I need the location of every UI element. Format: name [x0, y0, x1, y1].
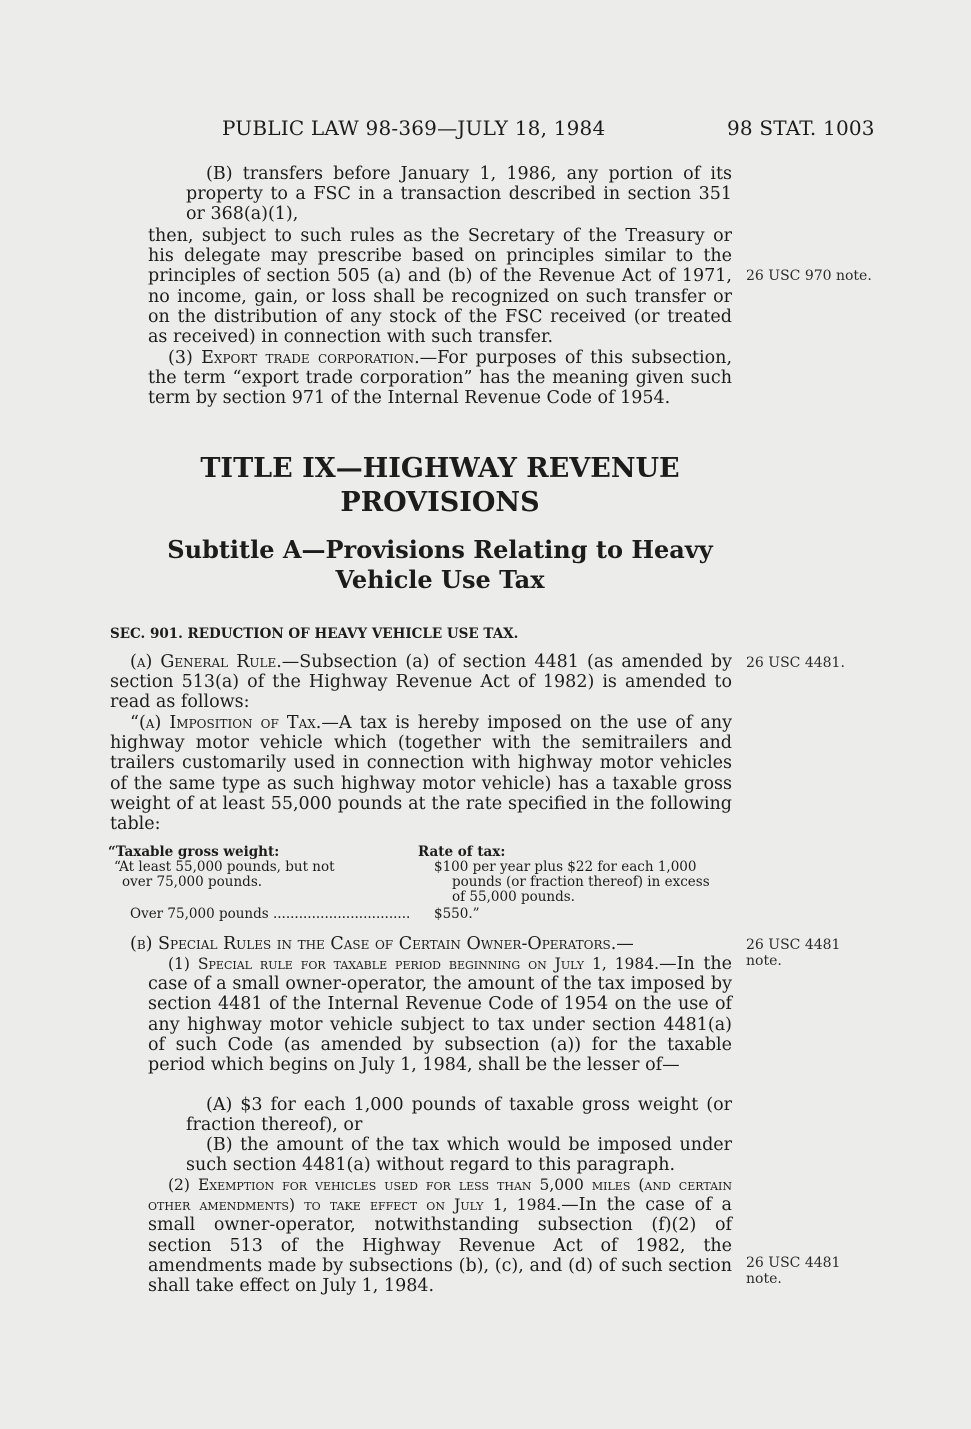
subtitle-a-line-2: Vehicle Use Tax [335, 565, 545, 594]
table-row-1-rate-b: pounds (or fraction thereof) in excess [452, 874, 710, 890]
table-row-2-weight: Over 75,000 pounds ................................ [130, 906, 411, 922]
subsection-a [110, 652, 732, 713]
running-header-title: PUBLIC LAW 98-369—JULY 18, 1984 [222, 116, 606, 140]
subsection-a-label: (a) General Rule. [130, 652, 282, 672]
margin-note-4481-note-1-b: note. [746, 953, 782, 969]
section-901-heading: SEC. 901. REDUCTION OF HEAVY VEHICLE USE TAX. [110, 626, 519, 642]
clause-b-text: (B) transfers before January 1, 1986, any portion of its property to a FSC in a transaction described in section 351 or 368(a)(1), [186, 164, 732, 225]
tax-rate-table [108, 845, 738, 925]
table-row-2-rate: $550.” [434, 906, 480, 922]
paragraph-3 [148, 348, 732, 409]
then-paragraph: then, subject to such rules as the Secretary of the Treasury or his delegate may prescribe based on principles similar to the principles of section 505 (a) and (b) of the Revenue Act of 1971, no income, gain, or loss shall be recognized on such transfer or on the distribution of any stock of the FSC received (or treated as received) in connection with such transfer. [148, 226, 732, 348]
margin-note-4481-note-1-a: 26 USC 4481 [746, 937, 841, 953]
imposition-label: “(a) Imposition of Tax. [130, 713, 322, 733]
table-row-1-weight-a: “At least 55,000 pounds, but not [114, 859, 335, 875]
paragraph-b2-label: (2) Exemption for vehicles used for less than 5,000 miles (and certain other amendments) to take effect on July 1, 1984. [148, 1176, 732, 1215]
subsection-a-text: —Subsection (a) of section 4481 (as amended by section 513(a) of the Highway Revenue Act of 1982) is amended to read as follows: [110, 652, 732, 713]
margin-note-4481-note-1 [746, 937, 840, 969]
table-row-1-weight-b: over 75,000 pounds. [122, 874, 263, 890]
paragraph-3-text: —For purposes of this subsection, the term “export trade corporation” has the meaning given such term by section 971 of the Internal Revenue Code of 1954. [148, 348, 733, 409]
subsection-b-dash: — [616, 934, 634, 954]
subsection-b-label: (b) Special Rules in the Case of Certain Owner-Operators. [130, 934, 617, 954]
imposition-of-tax [110, 713, 732, 834]
paragraph-b1-label: (1) Special rule for taxable period beginning on July 1, 1984. [168, 955, 660, 973]
margin-note-4481-note-2 [746, 1255, 840, 1287]
table-row-1-rate-c: of 55,000 pounds. [452, 889, 575, 905]
table-row-1-rate-a: $100 per year plus $22 for each 1,000 [434, 859, 697, 875]
paragraph-b1 [148, 954, 732, 1075]
table-header-weight: “Taxable gross weight: [108, 844, 280, 860]
table-header-rate: Rate of tax: [418, 844, 506, 860]
margin-note-4481-note-2-a: 26 USC 4481 [746, 1255, 841, 1271]
paragraph-b1-A: (A) $3 for each 1,000 pounds of taxable gross weight (or fraction thereof), or [186, 1095, 732, 1136]
subtitle-a-line-1: Subtitle A—Provisions Relating to Heavy [167, 535, 713, 564]
paragraph-b1-text: —In the case of a small owner-operator, the amount of the tax imposed by section 4481 of the Internal Revenue Code of 1954 on the use of any highway motor vehicle subject to tax under section 4481(a) of such Code (as amended by subsection (a)) for the taxable period which begins on July 1, 1984, shall be the lesser of— [148, 954, 733, 1076]
title-ix-line-2: PROVISIONS [340, 487, 540, 518]
subsection-b-heading [110, 934, 732, 954]
title-ix-line-1: TITLE IX—HIGHWAY REVENUE [200, 453, 680, 484]
imposition-text: —A tax is hereby imposed on the use of any highway motor vehicle which (together with the semitrailers and trailers customarily used in connection with highway motor vehicles of the same type as such highway motor vehicle) has a taxable gross weight of at least 55,000 pounds at the rate specified in the following table: [110, 713, 733, 835]
paragraph-b1-B: (B) the amount of the tax which would be imposed under such section 4481(a) without regard to this paragraph. [186, 1135, 732, 1176]
margin-note-4481: 26 USC 4481. [746, 655, 845, 671]
title-ix-heading [148, 452, 732, 520]
margin-note-4481-note-2-b: note. [746, 1271, 782, 1287]
paragraph-b2 [148, 1175, 732, 1296]
subtitle-a-heading [148, 535, 732, 595]
margin-note-970: 26 USC 970 note. [746, 268, 872, 284]
paragraph-3-label: (3) Export trade corporation. [168, 348, 420, 368]
running-header-stat: 98 STAT. 1003 [727, 116, 875, 140]
paragraph-b2-text: —In the case of a small owner-operator, notwithstanding subsection (f)(2) of section 513 of the Highway Revenue Act of 1982, the amendments made by subsections (b), (c), and (d) of such section shall take effect on July 1, 1984. [148, 1195, 732, 1297]
